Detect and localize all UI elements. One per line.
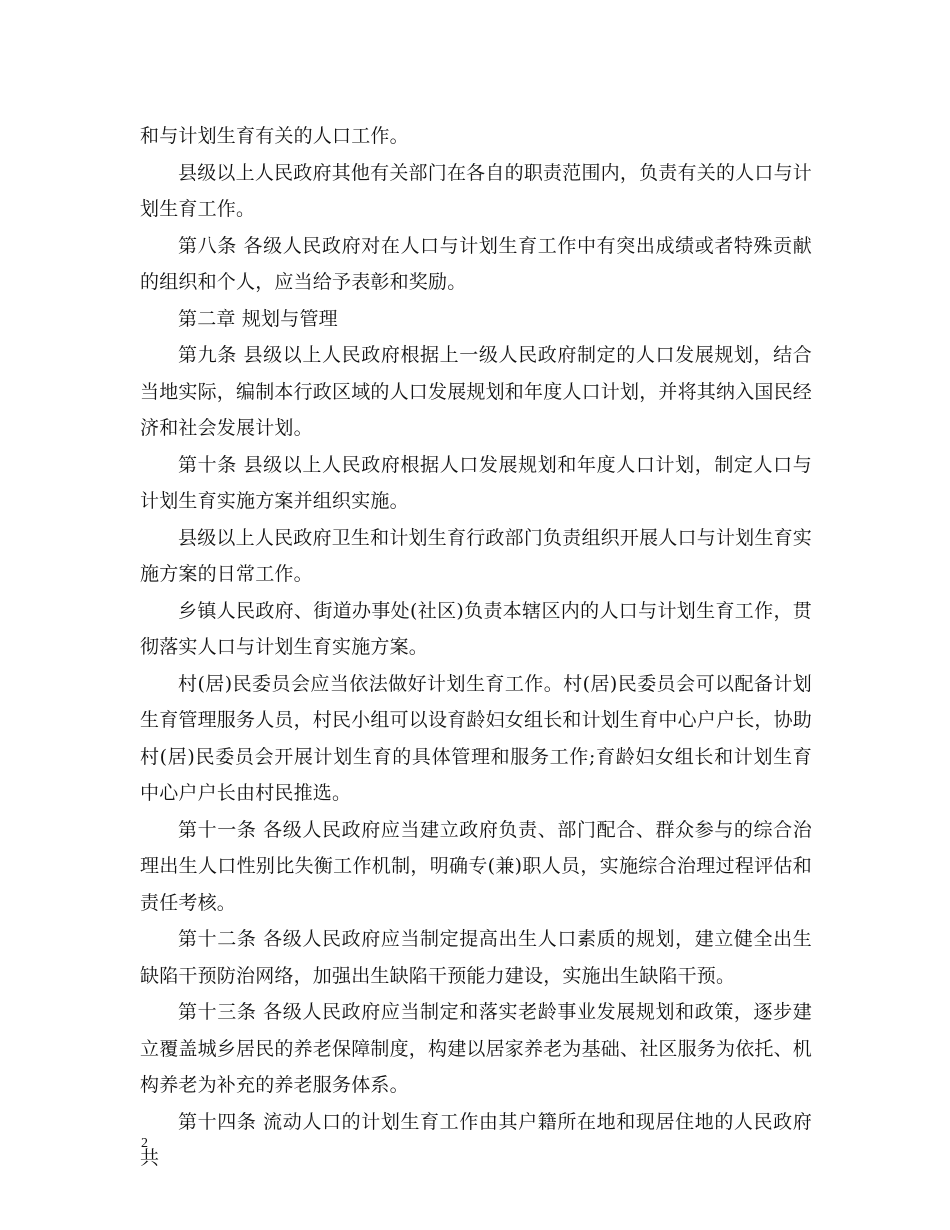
document-body — [140, 118, 812, 1177]
paragraph: 第十三条 各级人民政府应当制定和落实老龄事业发展规划和政策，逐步建立覆盖城乡居民的养老保障制度，构建以居家养老为基础、社区服务为依托、机构养老为补充的养老服务体系。 — [140, 1001, 813, 1096]
paragraph: 第十二条 各级人民政府应当制定提高出生人口素质的规划，建立健全出生缺陷干预防治网络，加强出生缺陷干预能力建设，实施出生缺陷干预。 — [140, 928, 812, 987]
paragraph: 第十一条 各级人民政府应当建立政府负责、部门配合、群众参与的综合治理出生人口性别比失衡工作机制，明确专(兼)职人员，实施综合治理过程评估和责任考核。 — [140, 818, 812, 914]
paragraph: 村(居)民委员会应当依法做好计划生育工作。村(居)民委员会可以配备计划生育管理服务人员，村民小组可以设育龄妇女组长和计划生育中心户户长，协助村(居)民委员会开展计划生育的具体管理和服务工作;育龄妇女组长和计划生育中心户户长由村民推选。 — [140, 672, 813, 804]
paragraph: 县级以上人民政府其他有关部门在各自的职责范围内，负责有关的人口与计划生育工作。 — [140, 161, 812, 220]
chapter-heading: 第二章 规划与管理 — [178, 307, 338, 330]
page-number: 2 — [141, 1136, 148, 1151]
paragraph: 县级以上人民政府卫生和计划生育行政部门负责组织开展人口与计划生育实施方案的日常工作。 — [140, 526, 812, 585]
paragraph: 第十四条 流动人口的计划生育工作由其户籍所在地和现居住地的人民政府共 — [140, 1110, 812, 1169]
paragraph: 和与计划生育有关的人口工作。 — [140, 125, 409, 147]
paragraph: 第八条 各级人民政府对在人口与计划生育工作中有突出成绩或者特殊贡献的组织和个人，应当给予表彰和奖励。 — [140, 234, 812, 293]
paragraph: 乡镇人民政府、街道办事处(社区)负责本辖区内的人口与计划生育工作，贯彻落实人口与计划生育实施方案。 — [140, 599, 812, 658]
paragraph: 第九条 县级以上人民政府根据上一级人民政府制定的人口发展规划，结合当地实际，编制本行政区域的人口发展规划和年度人口计划，并将其纳入国民经济和社会发展计划。 — [140, 344, 813, 439]
paragraph: 第十条 县级以上人民政府根据人口发展规划和年度人口计划，制定人口与计划生育实施方案并组织实施。 — [140, 453, 812, 512]
